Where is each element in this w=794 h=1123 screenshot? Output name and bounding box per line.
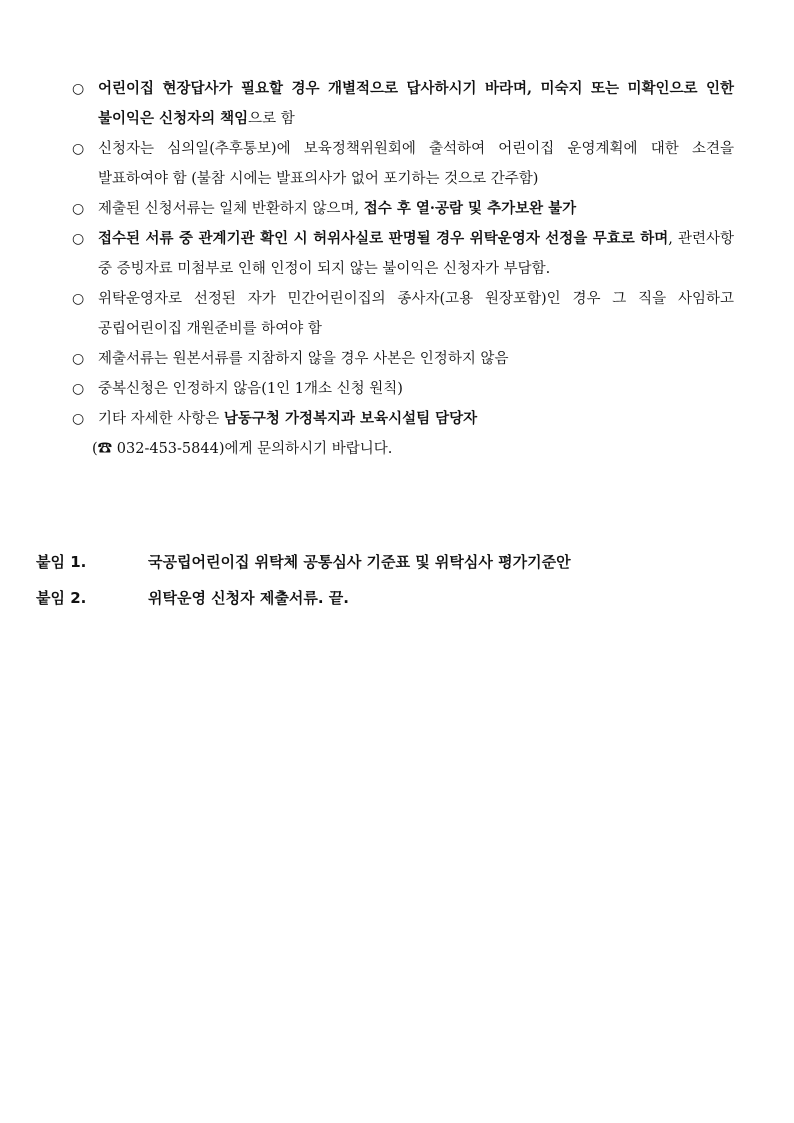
notice-item-duplicate <box>72 374 734 404</box>
attachment-row <box>36 580 756 616</box>
bullet-icon: ○ <box>72 291 85 307</box>
bullet-icon: ○ <box>72 351 85 367</box>
attachment-label: 붙임 2. <box>36 589 87 607</box>
bullet-icon: ○ <box>72 201 85 217</box>
notice-text: 으로 함 <box>248 111 295 127</box>
notice-item-no-return <box>72 194 734 224</box>
notice-text: , 관련사항 중 증빙자료 미첨부로 인해 인정이 되지 않는 불이익은 신청자가 부담함. <box>98 231 734 277</box>
bullet-icon: ○ <box>72 141 85 157</box>
notice-bold-text: 어린이집 현장답사가 필요할 경우 개별적으로 답사하시기 바라며, 미숙지 또는 미확인으로 인한 불이익은 신청자의 책임 <box>98 80 734 127</box>
attachment-text: 국공립어린이집 위탁체 공통심사 기준표 및 위탁심사 평가기준안 <box>148 553 571 571</box>
bullet-icon: ○ <box>72 411 85 427</box>
notice-item-site-visit <box>72 74 734 134</box>
notice-text: 제출서류는 원본서류를 지참하지 않을 경우 사본은 인정하지 않음 <box>98 351 509 367</box>
notice-text: 제출된 신청서류는 일체 반환하지 않으며, <box>98 201 364 217</box>
notice-item-false-facts <box>72 224 734 284</box>
notice-item-original-docs <box>72 344 734 374</box>
contact-text: )에게 문의하시기 바랍니다. <box>218 441 393 457</box>
attachment-label: 붙임 1. <box>36 553 87 571</box>
notice-bold-text: 접수된 서류 중 관계기관 확인 시 허위사실로 판명될 경우 위탁운영자 선정을 무효로 하며 <box>98 230 669 247</box>
attachment-text: 위탁운영 신청자 제출서류. 끝. <box>148 589 349 607</box>
notice-text: 중복신청은 인정하지 않음(1인 1개소 신청 원칙) <box>98 381 403 397</box>
notice-bold-text: 접수 후 열·공람 및 추가보완 불가 <box>363 200 577 217</box>
notice-text: 위탁운영자로 선정된 자가 민간어린이집의 종사자(고용 원장포함)인 경우 그 직을 사임하고 공립어린이집 개원준비를 하여야 함 <box>98 291 734 337</box>
notice-text: 기타 자세한 사항은 <box>98 411 224 427</box>
attachments <box>36 544 756 616</box>
contact-paren: ( <box>92 441 98 457</box>
contact-line <box>92 434 734 464</box>
notice-text: 신청자는 심의일(추후통보)에 보육정책위원회에 출석하여 어린이집 운영계획에 대한 소견을 발표하여야 함 (불참 시에는 발표의사가 없어 포기하는 것으로 간주함) <box>98 141 734 187</box>
bullet-icon: ○ <box>72 231 85 247</box>
bullet-icon: ○ <box>72 381 85 397</box>
notice-item-resign <box>72 284 734 344</box>
phone-number: 032-453-5844 <box>112 441 219 457</box>
attachment-row <box>36 544 756 580</box>
contact-department: 남동구청 가정복지과 보육시설팀 담당자 <box>223 410 478 427</box>
notice-list <box>72 74 734 464</box>
phone-icon: ☎ <box>97 441 113 457</box>
notice-item-presentation <box>72 134 734 194</box>
bullet-icon: ○ <box>72 81 85 97</box>
notice-item-contact <box>72 404 734 464</box>
